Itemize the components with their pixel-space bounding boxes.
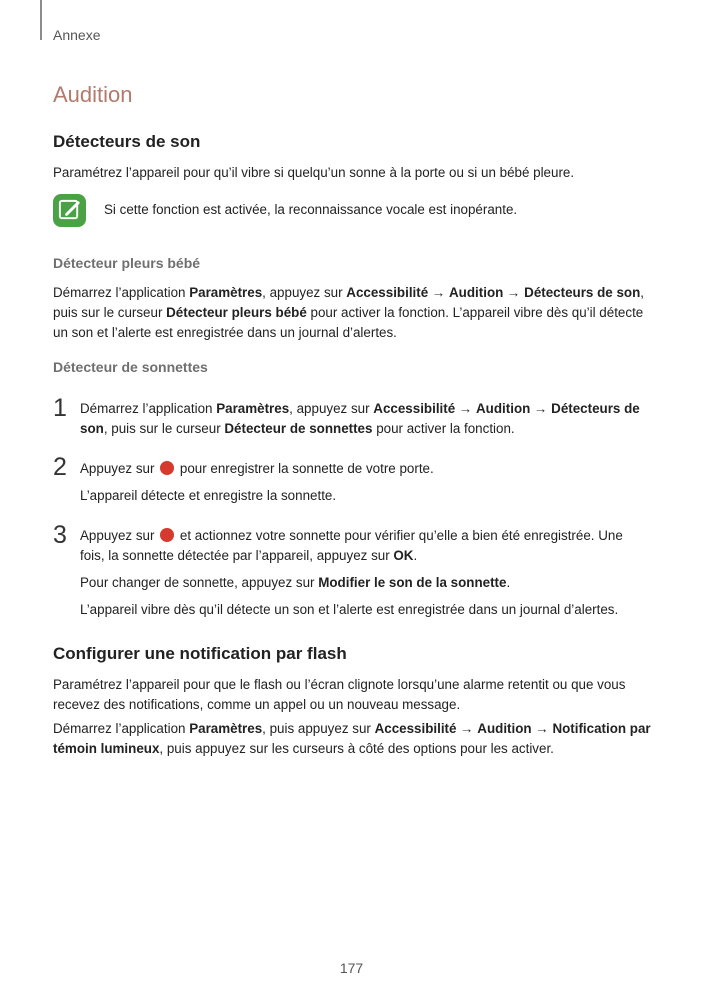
step-3-change-tip: Pour changer de sonnette, appuyez sur Modifier le son de la sonnette. — [80, 575, 511, 590]
note-text: Si cette fonction est activée, la reconnaissance vocale est inopérante. — [104, 202, 518, 217]
red-record-icon — [160, 528, 174, 542]
page-number: 177 — [339, 960, 364, 976]
margin-rule — [40, 0, 42, 40]
sound-detectors-intro: Paramétrez l’appareil pour qu’il vibre si quelqu’un sonne à la porte ou si un bébé pleure. — [53, 165, 575, 180]
note-box — [53, 194, 653, 228]
step-3-text: Appuyez sur et actionnez votre sonnette pour vérifier qu’elle a bien été enregistrée. Une fois, la sonnette détectée par l’appareil, appuyez sur OK. — [80, 528, 623, 563]
baby-cry-heading: Détecteur pleurs bébé — [53, 255, 201, 271]
sound-detectors-heading: Détecteurs de son — [53, 132, 201, 151]
step-number-1: 1 — [53, 394, 67, 422]
step-number-2: 2 — [53, 453, 67, 481]
step-2-result: L’appareil détecte et enregistre la sonnette. — [80, 488, 337, 503]
step-3-result: L’appareil vibre dès qu’il détecte un son et l’alerte est enregistrée dans un journal d’alertes. — [80, 602, 619, 617]
flash-instructions: Démarrez l’application Paramètres, puis appuyez sur Accessibilité → Audition → Notification par témoin lumineux, puis appuyez sur les curseurs à côté des options pour les activer. — [53, 721, 651, 756]
doorbell-heading: Détecteur de sonnettes — [53, 359, 208, 375]
baby-cry-paragraph: Démarrez l’application Paramètres, appuyez sur Accessibilité → Audition → Détecteurs de son, puis sur le curseur Détecteur pleurs bébé pour activer la fonction. L’appareil vibre dès qu’il détecte un son et l’alerte est enregistrée dans un journal d’alertes. — [53, 285, 644, 340]
step-2-text: Appuyez sur pour enregistrer la sonnette de votre porte. — [80, 461, 434, 476]
section-title: Audition — [53, 82, 133, 107]
flash-heading: Configurer une notification par flash — [53, 644, 347, 663]
flash-intro: Paramétrez l’appareil pour que le flash ou l’écran clignote lorsqu’une alarme retentit ou que vous recevez des notifications, comme un appel ou un nouveau message. — [53, 677, 626, 712]
red-record-icon — [160, 461, 174, 475]
step-1-text: Démarrez l’application Paramètres, appuyez sur Accessibilité → Audition → Détecteurs de son, puis sur le curseur Détecteur de sonnettes pour activer la fonction. — [80, 401, 640, 436]
pencil-note-icon — [53, 194, 86, 227]
chapter-header: Annexe — [53, 27, 101, 43]
step-number-3: 3 — [53, 521, 67, 549]
